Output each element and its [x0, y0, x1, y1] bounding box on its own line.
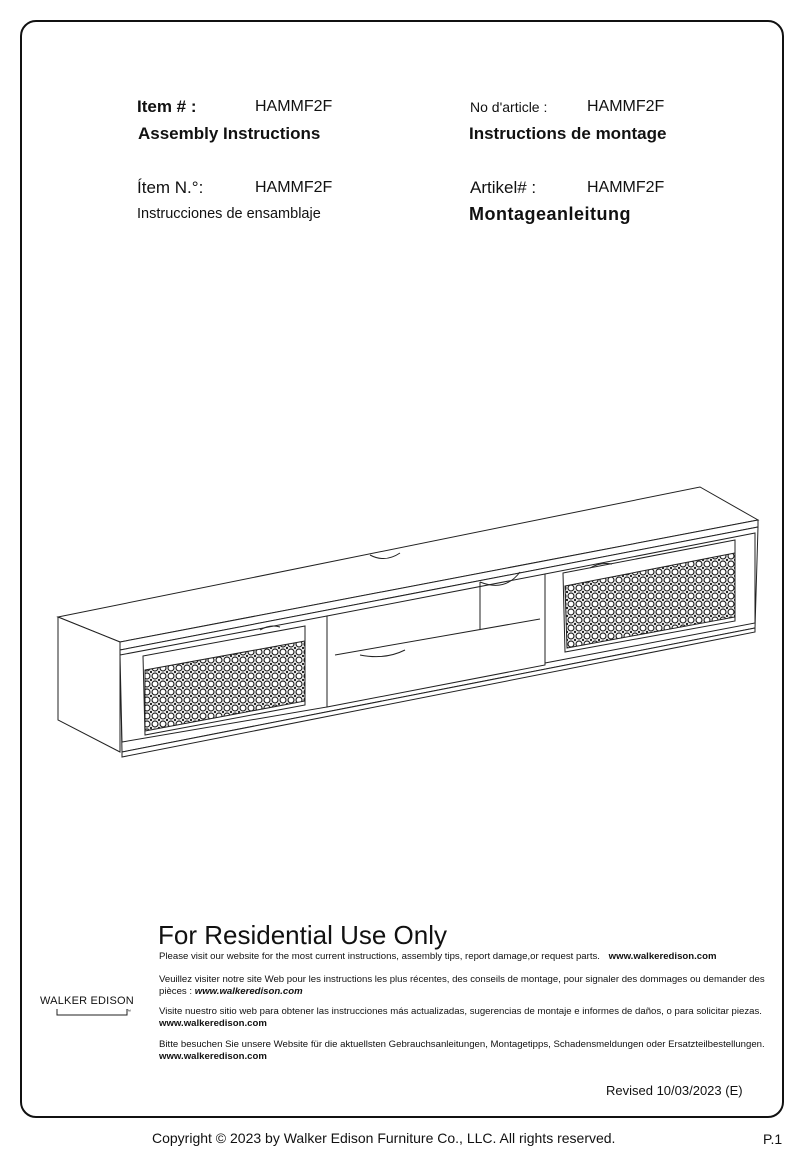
title-fr: Instructions de montage — [469, 124, 667, 143]
notice-de — [159, 1039, 767, 1063]
notice-en — [159, 951, 767, 963]
logo-text: WALKER EDISON — [40, 995, 134, 1007]
notice-en-url[interactable]: www.walkeredison.com — [608, 951, 717, 962]
notice-es-url[interactable]: www.walkeredison.com — [159, 1018, 267, 1029]
logo-tm: ™ — [126, 1009, 131, 1015]
item-code-es: HAMMF2F — [255, 179, 333, 196]
title-es: Instrucciones de ensamblaje — [137, 206, 321, 222]
item-label-de: Artikel# : — [470, 178, 537, 197]
notice-de-url[interactable]: www.walkeredison.com — [159, 1051, 267, 1062]
notice-fr-url[interactable]: www.walkeredison.com — [194, 986, 303, 997]
title-en: Assembly Instructions — [138, 124, 321, 143]
notice-en-text: Please visit our website for the most current instructions, assembly tips, report damage,or request parts. — [159, 951, 600, 962]
copyright: Copyright © 2023 by Walker Edison Furniture Co., LLC. All rights reserved. — [152, 1130, 616, 1146]
logo-bracket — [56, 1009, 136, 1017]
revised-date: Revised 10/03/2023 (E) — [606, 1083, 743, 1098]
notice-fr — [159, 974, 767, 998]
notice-es-text: Visite nuestro sitio web para obtener las instrucciones más actualizadas, sugerencias de montaje e informes de daños, o para solicitar piezas. — [159, 1006, 762, 1017]
item-label-en: Item # : — [137, 97, 197, 116]
residential-title: For Residential Use Only — [158, 920, 447, 950]
title-de: Montageanleitung — [469, 204, 631, 224]
item-code-de: HAMMF2F — [587, 179, 665, 196]
notice-fr-text: Veuillez visiter notre site Web pour les instructions les plus récentes, des conseils de montage, pour signaler des dommages ou demander des pièces : — [159, 974, 765, 997]
page-number: P.1 — [763, 1131, 783, 1147]
item-label-fr: No d'article : — [470, 99, 548, 115]
notice-de-text: Bitte besuchen Sie unsere Website für die aktuellsten Gebrauchsanleitungen, Montagetipps, Schadensmeldungen oder Ersatzteilbestellungen. — [159, 1039, 765, 1050]
walker-edison-logo — [40, 993, 140, 1023]
item-code-en: HAMMF2F — [255, 98, 333, 115]
item-code-fr: HAMMF2F — [587, 98, 665, 115]
notice-es — [159, 1006, 767, 1030]
tv-stand-illustration — [55, 480, 765, 765]
item-label-es: Ítem N.°: — [137, 178, 204, 197]
